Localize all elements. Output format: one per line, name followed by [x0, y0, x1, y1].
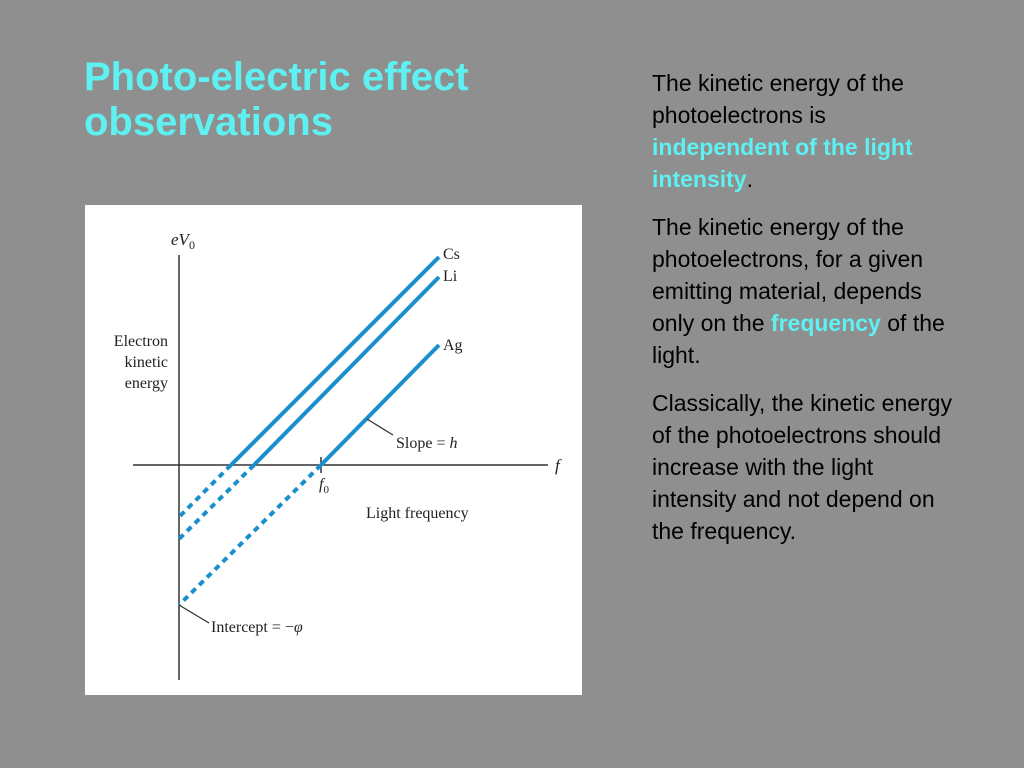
observation-paragraph-1 [652, 67, 952, 195]
graph-svg [85, 205, 582, 695]
series-label-cs: Cs [443, 246, 460, 263]
y-axis-label [78, 331, 168, 394]
p1-text: The kinetic energy of the photoelectrons is [652, 70, 904, 128]
p1-highlight: independent of the light intensity [652, 134, 913, 192]
y-axis-symbol-main: eV [171, 230, 189, 249]
observation-paragraph-3: Classically, the kinetic energy of the photoelectrons should increase with the light intensity and not depend on the frequency. [652, 390, 952, 544]
p2-highlight: frequency [770, 310, 881, 336]
li-line-extrapolation [179, 465, 254, 539]
y-axis-symbol-subscript: 0 [188, 238, 195, 252]
intercept-leader [179, 605, 209, 623]
intercept-label [211, 619, 303, 636]
slope-leader [367, 419, 393, 435]
y-axis-label-line-3: energy [124, 375, 168, 392]
ag-line-extrapolation [179, 465, 321, 605]
slope-label [396, 435, 457, 452]
y-axis-symbol [171, 230, 195, 252]
slope-label-symbol: h [449, 435, 458, 452]
series-label-li: Li [443, 268, 458, 285]
title-line-1: Photo-electric effect [84, 55, 469, 99]
x-axis-label: Light frequency [366, 505, 469, 522]
observation-paragraph-2 [652, 211, 952, 371]
threshold-symbol [319, 476, 329, 496]
y-axis-label-line-2: kinetic [124, 354, 168, 371]
intercept-label-symbol: φ [293, 619, 303, 636]
observations-text [652, 67, 952, 563]
slope-label-prefix: Slope = [396, 435, 450, 452]
p2-text: The kinetic energy of the photoelectrons, for a given emitting material, depends only on the [652, 214, 924, 336]
y-axis-label-line-1: Electron [113, 333, 168, 350]
intercept-label-prefix: Intercept = − [211, 619, 294, 636]
cs-line-solid [231, 257, 439, 465]
p1-end: . [746, 166, 753, 192]
title-line-2: observations [84, 100, 333, 144]
series-label-ag: Ag [443, 337, 463, 354]
threshold-symbol-main: f [319, 476, 324, 493]
x-axis-symbol: f [555, 456, 560, 475]
slide-title [84, 55, 604, 145]
p2-end: of the light. [652, 310, 945, 368]
cs-line-extrapolation [179, 465, 231, 517]
photoelectric-graph [85, 205, 582, 695]
threshold-symbol-subscript: 0 [323, 484, 329, 496]
